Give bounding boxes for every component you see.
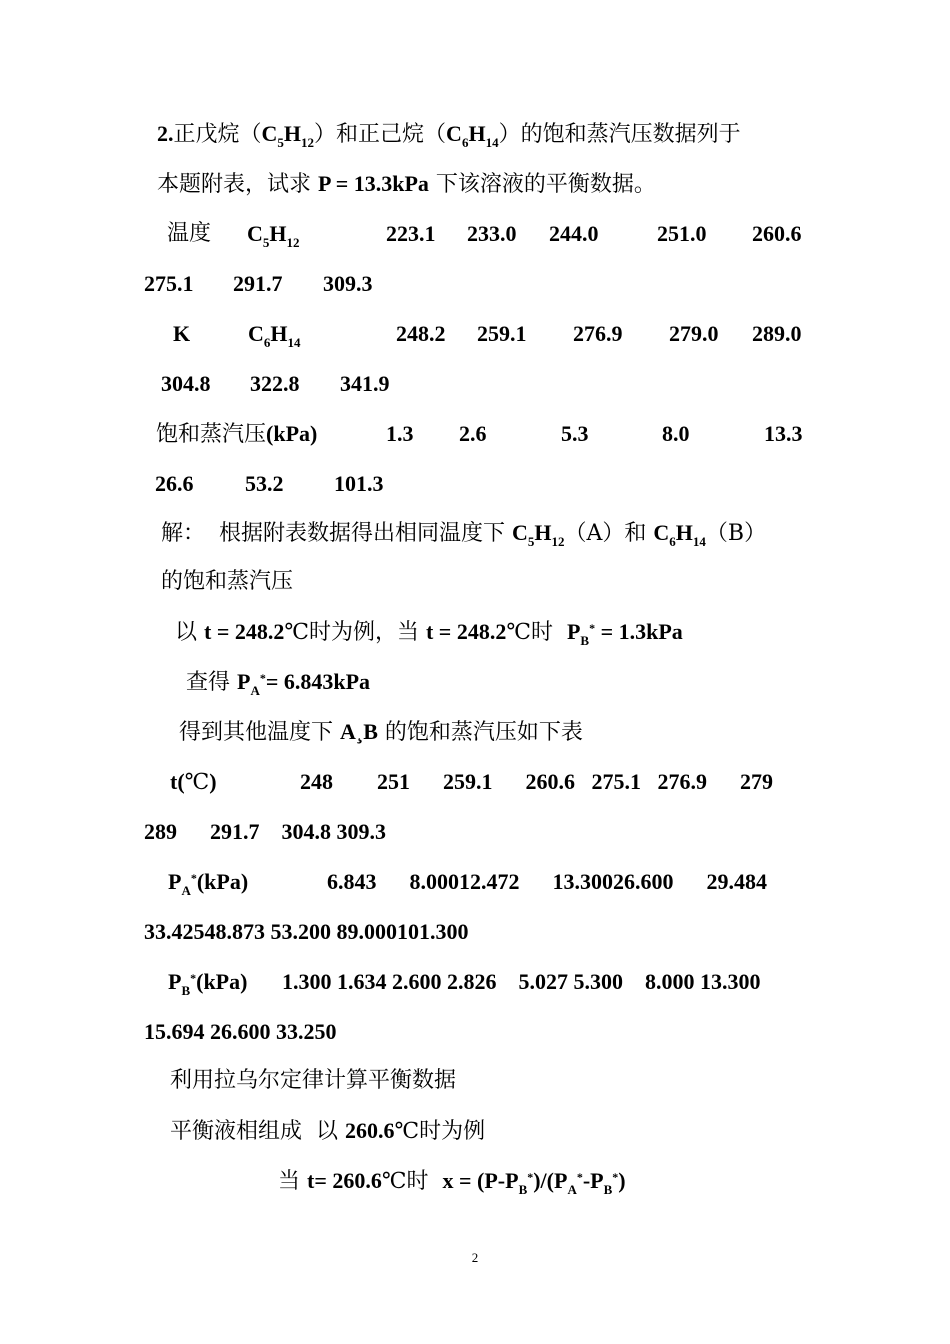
table-cell: 275.1 bbox=[144, 271, 194, 296]
problem-line-2: 本题附表，试求 P = 13.3kPa 下该溶液的平衡数据。 bbox=[157, 171, 656, 197]
table-row-2-compound: $C_6H_{14}$ bbox=[248, 321, 301, 350]
table-cell: 5.3 bbox=[561, 421, 589, 446]
table-cell: 279.0 bbox=[669, 321, 719, 346]
pressure-value: P = 13.3kPa bbox=[318, 171, 429, 196]
table-cell: 341.9 bbox=[340, 371, 390, 396]
table-cell: 1.3 bbox=[386, 421, 414, 446]
table-cell: 322.8 bbox=[250, 371, 300, 396]
result-pa-values: 6.843 8.00012.472 13.30026.600 29.484 bbox=[327, 869, 767, 894]
table-cell: 259.1 bbox=[477, 321, 527, 346]
table-cell: 260.6 bbox=[752, 221, 802, 246]
table-cell: 289.0 bbox=[752, 321, 802, 346]
table-cell: 244.0 bbox=[549, 221, 599, 246]
table-cell: 223.1 bbox=[386, 221, 436, 246]
table-cell: 309.3 bbox=[323, 271, 373, 296]
table-cell: 26.6 bbox=[155, 471, 194, 496]
table-cell: 8.0 bbox=[662, 421, 690, 446]
problem-line-1: 2.正戊烷$(C_5H_{12})$和正己烷$(C_6H_{14})$的饱和蒸汽压数据列于 bbox=[157, 121, 741, 150]
conclusion-line-1: 利用拉乌尔定律计算平衡数据 bbox=[170, 1068, 457, 1093]
table-cell: 248.2 bbox=[396, 321, 446, 346]
table-cell: 53.2 bbox=[245, 471, 284, 496]
table-row-1-label: 温度 bbox=[167, 221, 212, 246]
result-pa-values-cont: 33.42548.873 53.200 89.000101.300 bbox=[144, 919, 469, 944]
result-t-values: 248 251 259.1 260.6 275.1 276.9 279 bbox=[300, 769, 773, 794]
table-row-3-label: 饱和蒸汽压(kPa) bbox=[156, 421, 318, 447]
solution-line-2: 的饱和蒸汽压 bbox=[161, 569, 294, 594]
conclusion-line-2: 平衡液相组成 以 260.6℃时为例 bbox=[170, 1118, 486, 1144]
table-cell: 276.9 bbox=[573, 321, 623, 346]
result-pb-values-cont: 15.694 26.600 33.250 bbox=[144, 1019, 337, 1044]
table-row-1-compound: $C_5H_{12}$ bbox=[247, 221, 300, 250]
result-t-values-cont: 289 291.7 304.8 309.3 bbox=[144, 819, 386, 844]
problem-number: 2. bbox=[157, 121, 174, 146]
table-cell: 101.3 bbox=[334, 471, 384, 496]
table-cell: 291.7 bbox=[233, 271, 283, 296]
table-row-2-label: K bbox=[173, 321, 191, 346]
table-cell: 13.3 bbox=[764, 421, 803, 446]
conclusion-line-3: 当 t= 260.6℃时 $x = (P-P_B^*)/(P_A^*-P_B^*)$ bbox=[278, 1168, 626, 1197]
result-pa-label: $P_A^*(kPa)$ bbox=[168, 869, 249, 898]
solution-line-1: 解： 根据附表数据得出相同温度下 $C_5H_{12}(A)$和 $C_6H_{14}(B)$ bbox=[161, 520, 767, 549]
table-cell: 251.0 bbox=[657, 221, 707, 246]
result-pb-values: 1.300 1.634 2.600 2.826 5.027 5.300 8.000 13.300 bbox=[282, 969, 761, 994]
table-cell: 304.8 bbox=[161, 371, 211, 396]
table-cell: 2.6 bbox=[459, 421, 487, 446]
solution-line-4: 查得 $P_A^*= 6.843kPa$ bbox=[186, 669, 371, 698]
table-cell: 233.0 bbox=[467, 221, 517, 246]
result-pb-label: $P_B^*(kPa)$ bbox=[168, 969, 248, 998]
result-t-row: t(℃) bbox=[170, 769, 217, 795]
solution-line-5: 得到其他温度下 A¸B 的饱和蒸汽压如下表 bbox=[179, 719, 583, 745]
page-number: 2 bbox=[471, 1250, 479, 1265]
solution-line-3: 以 t = 248.2℃时为例，当 t = 248.2℃时 $P_B^* = 1.3kPa$ bbox=[175, 619, 683, 648]
